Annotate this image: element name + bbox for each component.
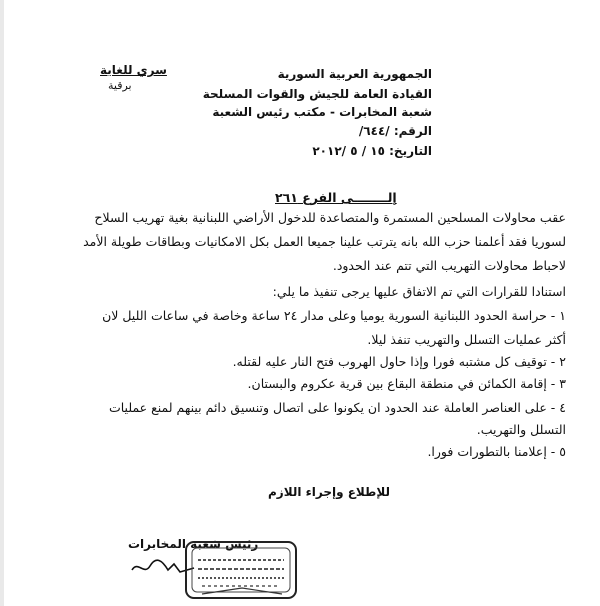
header-reference: الرقم: /٦٤٤/ bbox=[358, 124, 432, 138]
classification-secret: سري للغاية bbox=[100, 63, 167, 77]
closing-line: للإطلاع وإجراء اللازم bbox=[268, 485, 390, 499]
paragraph-line-2: لسوريا فقد أعلمنا حزب الله بانه يترتب علينا جميعا العمل بكل الامكانيات وبطاقات طويلة الأمد bbox=[83, 234, 566, 249]
paragraph-line-1: عقب محاولات المسلحين المستمرة والمتصاعدة للدخول الأراضي اللبنانية بغية تهريب السلاح bbox=[94, 210, 566, 225]
header-office: شعبة المخابرات - مكتب رئيس الشعبة bbox=[212, 105, 432, 119]
header-date: التاريخ: ١٥ / ٥ /٢٠١٢ bbox=[312, 144, 432, 158]
list-item-4-cont: التسلل والتهريب. bbox=[476, 422, 566, 437]
instructions-intro: استنادا للقرارات التي تم الاتفاق عليها يرجى تنفيذ ما يلي: bbox=[272, 284, 566, 299]
addressee: إلــــــــى الفرع ٢٦١ bbox=[275, 190, 397, 205]
list-item-1: ١ - حراسة الحدود اللبنانية السورية يوميا وعلى مدار ٢٤ ساعة وخاصة في ساعات الليل لان bbox=[102, 308, 566, 323]
list-item-3: ٣ - إقامة الكمائن في منطقة البقاع بين قرية عكروم والبستان. bbox=[247, 376, 566, 391]
official-stamp bbox=[182, 538, 302, 604]
header-country: الجمهورية العربية السورية bbox=[277, 67, 432, 81]
header-command: القيادة العامة للجيش والقوات المسلحة bbox=[202, 87, 432, 101]
list-item-5: ٥ - إعلامنا بالتطورات فورا. bbox=[427, 444, 566, 459]
list-item-4: ٤ - على العناصر العاملة عند الحدود ان يكونوا على اتصال وتنسيق دائم بينهم لمنع عمليات bbox=[108, 400, 566, 415]
list-item-2: ٢ - توقيف كل مشتبه فورا وإذا حاول الهروب فتح النار عليه لقتله. bbox=[232, 354, 566, 369]
paragraph-line-3: لاحباط محاولات التهريب التي تتم عند الحدود. bbox=[332, 258, 566, 273]
scan-edge bbox=[0, 0, 4, 606]
classification-type: برقية bbox=[108, 79, 132, 92]
signature-title: رئيس شعبة المخابرات bbox=[128, 537, 259, 551]
list-item-1-cont: أكثر عمليات التسلل والتهريب تنفذ ليلا. bbox=[367, 332, 566, 347]
